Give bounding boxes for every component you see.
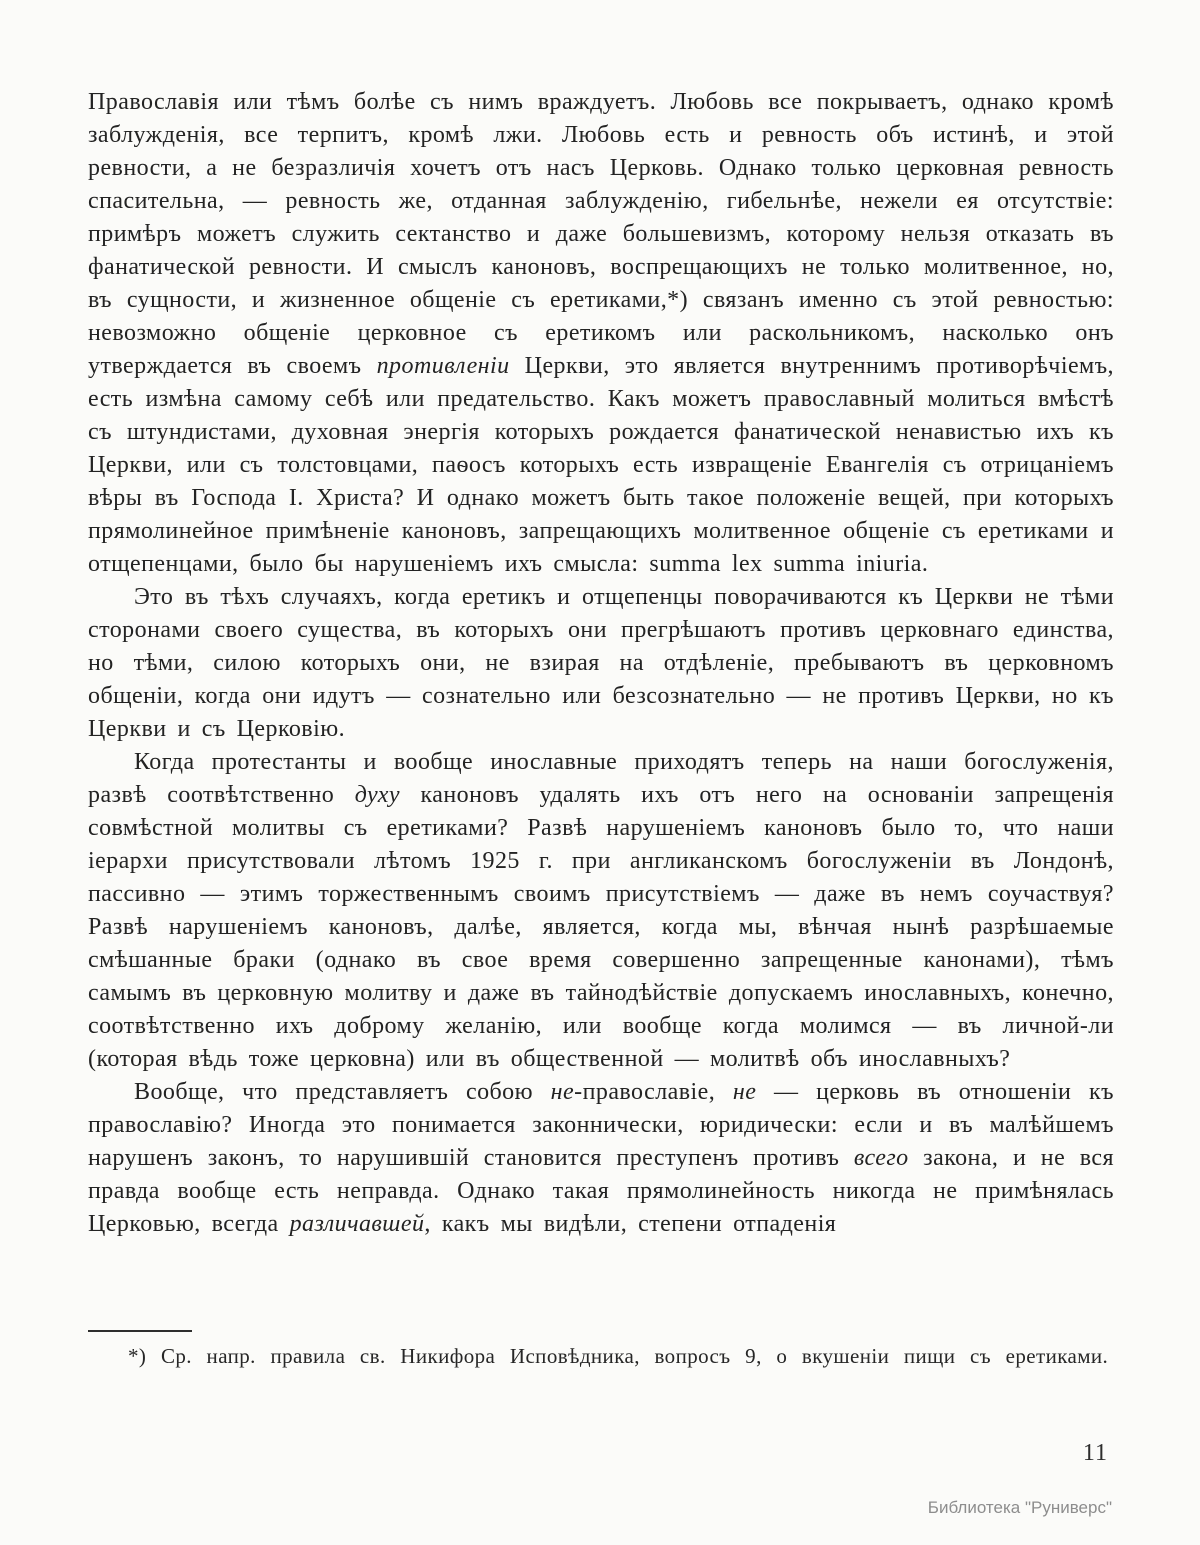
body-text: Вообще, что представляетъ собою xyxy=(134,1079,551,1105)
watermark: Библиотека "Руниверс" xyxy=(927,1498,1112,1517)
footnote: *) Ср. напр. правила св. Никифора Исповѣдника, вопросъ 9, о вкушеніи пищи съ еретиками. xyxy=(128,1344,1109,1368)
italic-text: различавшей xyxy=(289,1211,425,1237)
body-text: Православія или тѣмъ болѣе съ нимъ враждуетъ. Любовь все покрываетъ, однако кромѣ заблужденія, все терпитъ, кромѣ лжи. Любовь есть и ревность объ истинѣ, и этой ревности, а не безразличія хочетъ отъ насъ Церковь. Однако только церковная ревность спасительна, — ревность же, отданная заблужденію, гибельнѣе, нежели ея отсутствіе: примѣръ можетъ служить сектанство и даже большевизмъ, которому нельзя отказать въ фанатической ревности. И смыслъ каноновъ, воспрещающихъ не только молитвенное, но, въ сущности, и жизненное общеніе съ еретиками,*) связанъ именно съ этой ревностью: невозможно общеніе церковное съ еретикомъ или раскольникомъ, насколько онъ утверждается въ своемъ xyxy=(88,89,1114,379)
body-text: -православіе, xyxy=(574,1079,733,1105)
paragraph xyxy=(88,86,1114,581)
paragraph xyxy=(88,581,1114,746)
paragraph xyxy=(88,746,1114,1076)
paragraph xyxy=(88,1076,1114,1241)
body-text: Церкви, это является внутреннимъ противорѣчіемъ, есть измѣна самому себѣ или предательство. Какъ можетъ православный молиться вмѣстѣ съ штундистами, духовная энергія которыхъ рождается фанатической ненавистью ихъ къ Церкви, или съ толстовцами, паѳосъ которыхъ есть извращеніе Евангелія съ отрицаніемъ вѣры въ Господа І. Христа? И однако можетъ быть такое положеніе вещей, при которыхъ прямолинейное примѣненіе каноновъ, запрещающихъ молитвенное общеніе съ еретиками и отщепенцами, было бы нарушеніемъ ихъ смысла: summa lex summa iniuria. xyxy=(88,353,1114,577)
page-number: 11 xyxy=(1082,1440,1108,1466)
italic-text: всего xyxy=(853,1145,909,1171)
body-text: каноновъ удалять ихъ отъ него на основаніи запрещенія совмѣстной молитвы съ еретиками? Развѣ нарушеніемъ каноновъ было то, что наши іерархи присутствовали лѣтомъ 1925 г. при англиканскомъ богослуженіи въ Лондонѣ, пассивно — этимъ торжественнымъ своимъ присутствіемъ — даже въ немъ соучаствуя? Развѣ нарушеніемъ каноновъ, далѣе, является, когда мы, вѣнчая нынѣ разрѣшаемые смѣшанные браки (однако въ свое время совершенно запрещенные канонами), тѣмъ самымъ въ церковную молитву и даже въ тайнодѣйствіе допускаемъ инославныхъ, конечно, соотвѣтственно ихъ доброму желанію, или вообще когда молимся — въ личной-ли (которая вѣдь тоже церковна) или въ общественной — молитвѣ объ инославныхъ? xyxy=(88,782,1114,1072)
body-text: — церковь въ отношеніи къ православію? Иногда это понимается законнически, юридически: если и въ малѣйшемъ нарушенъ законъ, то нарушившій становится преступенъ противъ xyxy=(88,1079,1114,1171)
italic-text: духу xyxy=(354,782,401,808)
italic-text: не xyxy=(550,1079,575,1105)
body-text: Когда протестанты и вообще инославные приходятъ теперь на наши богослуженія, развѣ соотвѣтственно xyxy=(88,749,1114,808)
body-text: , какъ мы видѣли, степени отпаденія xyxy=(424,1211,837,1237)
footnote-divider xyxy=(88,1330,192,1332)
body-text: закона, и не вся правда вообще есть неправда. Однако такая прямолинейность никогда не примѣнялась Церковью, всегда xyxy=(88,1145,1114,1237)
italic-text: не xyxy=(732,1079,757,1105)
page-text xyxy=(88,86,1114,1241)
italic-text: противленіи xyxy=(376,353,510,379)
body-text: Это въ тѣхъ случаяхъ, когда еретикъ и отщепенцы поворачиваются къ Церкви не тѣми сторонами своего существа, въ которыхъ они прегрѣшаютъ противъ церковнаго единства, но тѣми, силою которыхъ они, не взирая на отдѣленіе, пребываютъ въ церковномъ общеніи, когда они идутъ — сознательно или безсознательно — не противъ Церкви, но къ Церкви и съ Церковію. xyxy=(88,584,1114,742)
